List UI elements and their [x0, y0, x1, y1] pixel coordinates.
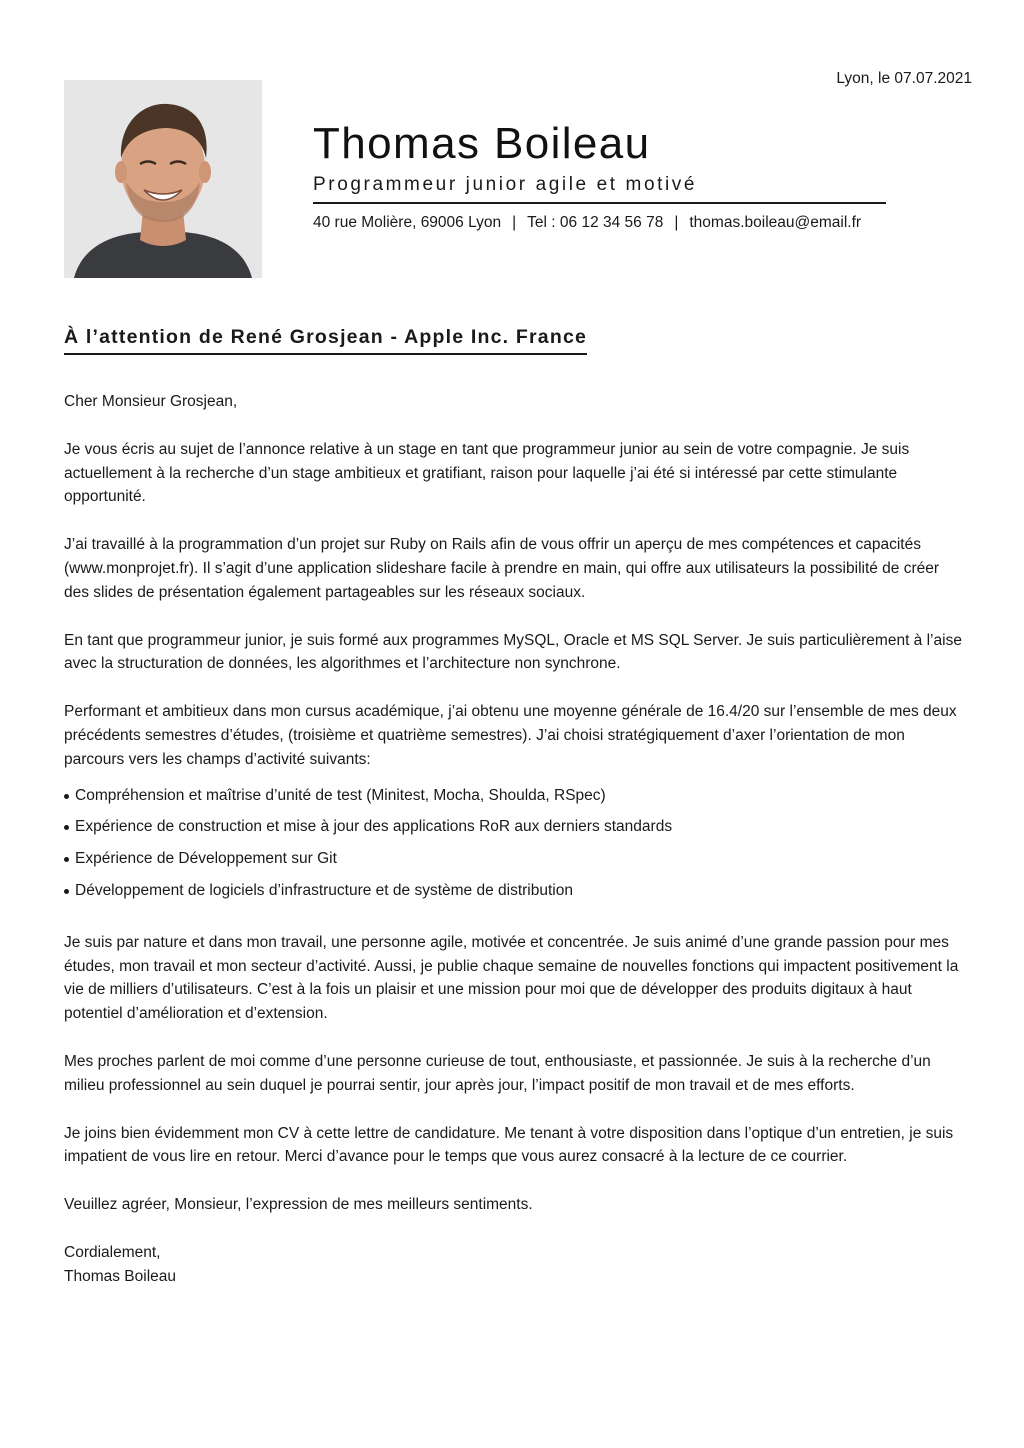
candidate-name: Thomas Boileau	[313, 119, 651, 168]
greeting: Cher Monsieur Grosjean,	[64, 393, 238, 410]
email: thomas.boileau@email.fr	[689, 214, 862, 231]
list-item: Développement de logiciels d’infrastructure et de système de distribution	[64, 879, 964, 903]
paragraph: Veuillez agréer, Monsieur, l’expression de mes meilleurs sentiments.	[64, 1196, 533, 1214]
paragraph: Mes proches parlent de moi comme d’une personne curieuse de tout, enthousiaste, et passionnée. Je suis à la recherche d’un milieu professionnel au sein duquel je pourrai sentir, jour après jour, l’impact positif de mon travail et de mes efforts.	[64, 1052, 931, 1094]
signature: Thomas Boileau	[64, 1267, 177, 1285]
closing	[64, 1241, 964, 1289]
skills-list	[64, 784, 964, 903]
phone: Tel : 06 12 34 56 78	[527, 214, 664, 231]
paragraph: Je suis par nature et dans mon travail, une personne agile, motivée et concentrée. Je suis animé d’une grande passion pour mes études, mon travail et mon secteur d’activité. Aussi, je publie chaque semaine de nouvelles fonctions qui impactent positivement la vie de milliers d’utilisateurs. C’est à la fois un plaisir et une mission pour moi que de développer des produits digitaux à haut potentiel d’amélioration et d’extension.	[64, 933, 959, 1023]
closing-salutation: Cordialement,	[64, 1243, 161, 1261]
profile-photo	[64, 80, 262, 278]
paragraph: Performant et ambitieux dans mon cursus académique, j’ai obtenu une moyenne générale de 16.4/20 sur l’ensemble de mes deux précédents semestres d’études, (troisième et quatrième semestres). J’ai choisi stratégiquement d’axer l’orientation de mon parcours vers les champs d’activité suivants:	[64, 703, 957, 768]
header	[313, 116, 886, 232]
list-item: Expérience de Développement sur Git	[64, 847, 964, 871]
contact-separator: |	[674, 214, 679, 231]
paragraph: J’ai travaillé à la programmation d’un projet sur Ruby on Rails afin de vous offrir un aperçu de mes compétences et capacités (www.monprojet.fr). Il s’agit d’une application slideshare facile à prendre en main, qui offre aux utilisateurs la possibilité de créer des slides de présentation également partageables sur les réseaux sociaux.	[64, 536, 940, 601]
contact-separator: |	[512, 214, 517, 231]
paragraph: Je joins bien évidemment mon CV à cette lettre de candidature. Me tenant à votre disposition dans l’optique d’un entretien, je suis impatient de vous lire en retour. Merci d’avance pour le temps que vous aurez consacré à la lecture de ce courrier.	[64, 1124, 954, 1166]
contact-line	[313, 214, 886, 232]
letter-body	[64, 390, 964, 1289]
candidate-title: Programmeur junior agile et motivé	[313, 174, 886, 204]
list-item: Compréhension et maîtrise d’unité de test (Minitest, Mocha, Shoulda, RSpec)	[64, 784, 964, 808]
list-item: Expérience de construction et mise à jour des applications RoR aux derniers standards	[64, 815, 964, 839]
letter-date: Lyon, le 07.07.2021	[836, 70, 972, 87]
address: 40 rue Molière, 69006 Lyon	[313, 214, 502, 231]
paragraph: En tant que programmeur junior, je suis formé aux programmes MySQL, Oracle et MS SQL Server. Je suis particulièrement à l’aise avec la structuration de données, les algorithmes et l’architecture non synchrone.	[64, 631, 962, 673]
portrait-image	[64, 80, 262, 278]
recipient-heading: À l’attention de René Grosjean - Apple Inc. France	[64, 326, 587, 355]
paragraph: Je vous écris au sujet de l’annonce relative à un stage en tant que programmeur junior au sein de votre compagnie. Je suis actuellement à la recherche d’un stage ambitieux et gratifiant, raison pour laquelle j’ai été si intéressé par cette stimulante opportunité.	[64, 440, 910, 506]
